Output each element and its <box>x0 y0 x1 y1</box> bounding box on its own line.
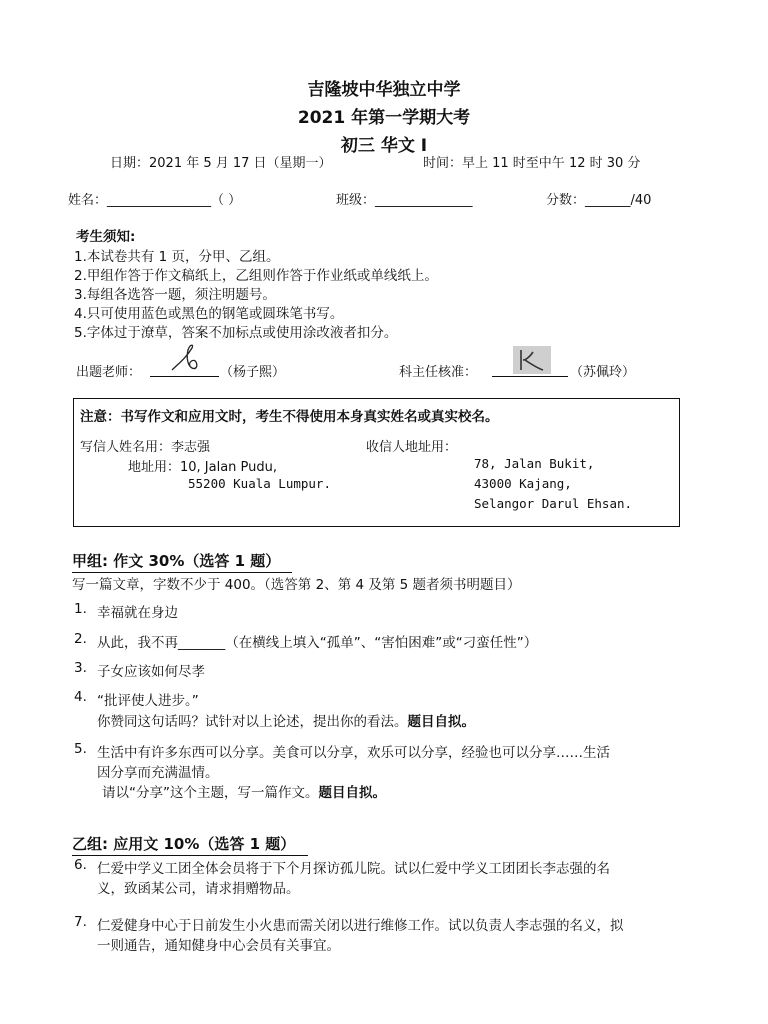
writer-address-line-2: 55200 Kuala Lumpur. <box>188 476 331 491</box>
instruction-item: 5.字体过于潦草，答案不加标点或使用涂改液者扣分。 <box>74 325 398 341</box>
subject-title: 初三 华文 I <box>340 136 428 156</box>
recipient-address-line-1: 78, Jalan Bukit, <box>474 456 595 471</box>
question-3: 子女应该如何尽孝 <box>97 664 205 680</box>
setter-signature-icon <box>168 340 208 376</box>
question-number: 6. <box>74 857 87 873</box>
question-4-bold: 题目自拟。 <box>407 714 475 730</box>
question-7-line-1: 仁爱健身中心于日前发生小火患而需关闭以进行维修工作。试以负责人李志强的名义，拟 <box>97 918 624 934</box>
question-number: 2. <box>74 631 87 647</box>
head-signature-line <box>492 376 568 377</box>
question-number: 5. <box>74 741 87 757</box>
question-6-line-1: 仁爱中学义工团全体会员将于下个月探访孤儿院。试以仁爱中学义工团团长李志强的名 <box>97 861 610 877</box>
question-number: 7. <box>74 914 87 930</box>
question-5-text: 请以“分享”这个主题，写一篇作文。 <box>102 785 319 801</box>
name-field: 姓名：________________（ ） <box>68 193 242 208</box>
recipient-address-line-2: 43000 Kajang, <box>474 476 572 491</box>
section-a-title: 甲组: 作文 30%（选答 1 题） <box>72 550 292 573</box>
instruction-item: 1.本试卷共有 1 页，分甲、乙组。 <box>74 249 280 265</box>
notice-title: 注意：书写作文和应用文时，考生不得使用本身真实姓名或真实校名。 <box>80 409 499 425</box>
writer-name: 写信人姓名用：李志强 <box>80 440 211 455</box>
question-2: 从此，我不再_______（在横线上填入“孤单”、“害怕困难”或“刁蛮任性”） <box>97 635 538 651</box>
school-name: 吉隆坡中华独立中学 <box>307 80 461 100</box>
instruction-item: 2.甲组作答于作文稿纸上，乙组则作答于作业纸或单线纸上。 <box>74 268 438 284</box>
section-b-title: 乙组: 应用文 10%（选答 1 题） <box>72 833 308 856</box>
instructions-heading: 考生须知: <box>76 229 136 245</box>
head-signature-icon <box>513 346 551 374</box>
question-number: 4. <box>74 689 87 705</box>
question-5-bold: 题目自拟。 <box>318 785 386 801</box>
question-7-line-2: 一则通告，通知健身中心会员有关事宜。 <box>97 938 340 954</box>
question-number: 1. <box>74 601 87 617</box>
exam-title: 2021 年第一学期大考 <box>297 108 471 128</box>
question-4-text: 你赞同这句话吗？试针对以上论述，提出你的看法。 <box>97 714 408 730</box>
question-4-line-1: “批评使人进步。” <box>97 693 199 709</box>
class-field: 班级：_______________ <box>336 193 473 208</box>
setter-label: 出题老师： <box>76 365 142 380</box>
question-4-line-2 <box>97 710 475 730</box>
recipient-label: 收信人地址用： <box>366 440 458 455</box>
score-field: 分数：_______/40 <box>546 193 652 208</box>
question-1: 幸福就在身边 <box>97 605 178 621</box>
recipient-address-line-3: Selangor Darul Ehsan. <box>474 496 633 511</box>
head-name: （苏佩玲） <box>570 365 636 380</box>
setter-signature-line <box>150 376 219 377</box>
question-5-line-1: 生活中有许多东西可以分享。美食可以分享，欢乐可以分享，经验也可以分享……生活 <box>97 745 610 761</box>
instruction-item: 4.只可使用蓝色或黑色的钢笔或圆珠笔书写。 <box>74 306 344 322</box>
exam-date: 日期：2021 年 5 月 17 日（星期一） <box>110 156 332 171</box>
question-5-line-3 <box>102 781 386 801</box>
setter-name: （杨子熙） <box>220 365 286 380</box>
writer-address <box>128 456 277 475</box>
section-a-intro: 写一篇文章，字数不少于 400。（选答第 2、第 4 及第 5 题者须书明题目） <box>72 577 521 593</box>
question-6-line-2: 义，致函某公司，请求捐赠物品。 <box>97 881 300 897</box>
question-number: 3. <box>74 660 87 676</box>
head-label: 科主任核准： <box>399 365 478 380</box>
exam-time: 时间：早上 11 时至中午 12 时 30 分 <box>423 156 641 171</box>
instruction-item: 3.每组各选答一题，须注明题号。 <box>74 287 276 303</box>
writer-address-line-1: 地址用：10, Jalan Pudu, <box>128 460 278 475</box>
question-5-line-2: 因分享而充满温情。 <box>97 765 219 781</box>
